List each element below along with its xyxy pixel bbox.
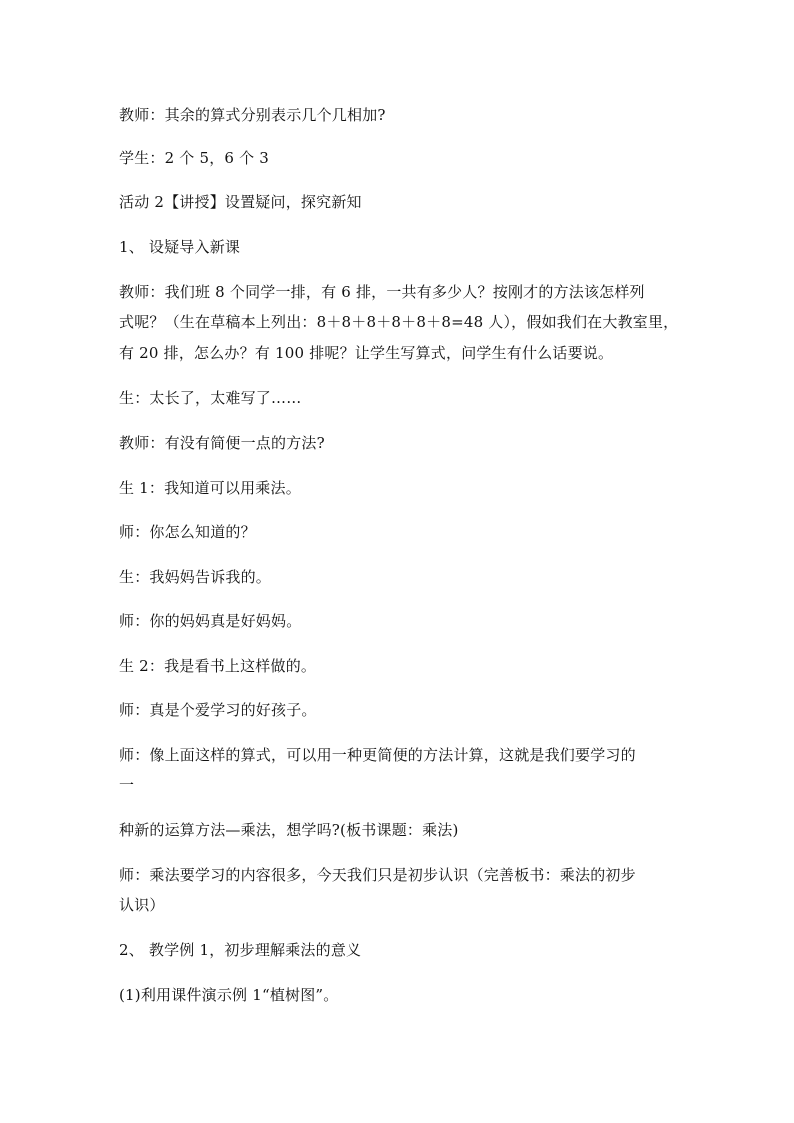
text-line: 教师：其余的算式分别表示几个几相加? — [119, 106, 386, 124]
text-line: 师：乘法要学习的内容很多，今天我们只是初步认识（完善板书：乘法的初步 — [119, 866, 636, 884]
section-heading: 活动 2【讲授】设置疑问，探究新知 — [119, 193, 362, 211]
text-line: 式呢？（生在草稿本上列出：8＋8＋8＋8＋8＋8=48 人），假如我们在大教室里， — [119, 313, 679, 331]
text-line: 生 1：我知道可以用乘法。 — [119, 479, 301, 497]
text-line: 教师：有没有简便一点的方法? — [119, 434, 325, 452]
text-line: (1)利用课件演示例 1“植树图”。 — [119, 986, 339, 1004]
subsection-heading: 2、 教学例 1，初步理解乘法的意义 — [119, 941, 362, 959]
subsection-heading: 1、 设疑导入新课 — [119, 238, 241, 256]
text-line: 教师：我们班 8 个同学一排，有 6 排，一共有多少人？按刚才的方法该怎样列 — [119, 283, 645, 301]
text-line: 生：我妈妈告诉我的。 — [119, 568, 272, 586]
text-line: 师：像上面这样的算式，可以用一种更简便的方法计算，这就是我们要学习的 — [119, 746, 636, 764]
text-line: 学生：2 个 5，6 个 3 — [119, 149, 270, 167]
text-line: 师：你的妈妈真是好妈妈。 — [119, 612, 302, 630]
text-line: 认识） — [119, 896, 165, 914]
text-line: 种新的运算方法—乘法，想学吗?(板书课题：乘法) — [119, 821, 459, 839]
text-line: 有 20 排，怎么办？有 100 排呢？让学生写算式，问学生有什么话要说。 — [119, 344, 614, 362]
text-line: 一 — [119, 776, 135, 794]
text-line: 生：太长了，太难写了…… — [119, 389, 302, 407]
text-line: 生 2：我是看书上这样做的。 — [119, 657, 317, 675]
text-line: 师：真是个爱学习的好孩子。 — [119, 701, 317, 719]
text-line: 师：你怎么知道的？ — [119, 523, 256, 541]
